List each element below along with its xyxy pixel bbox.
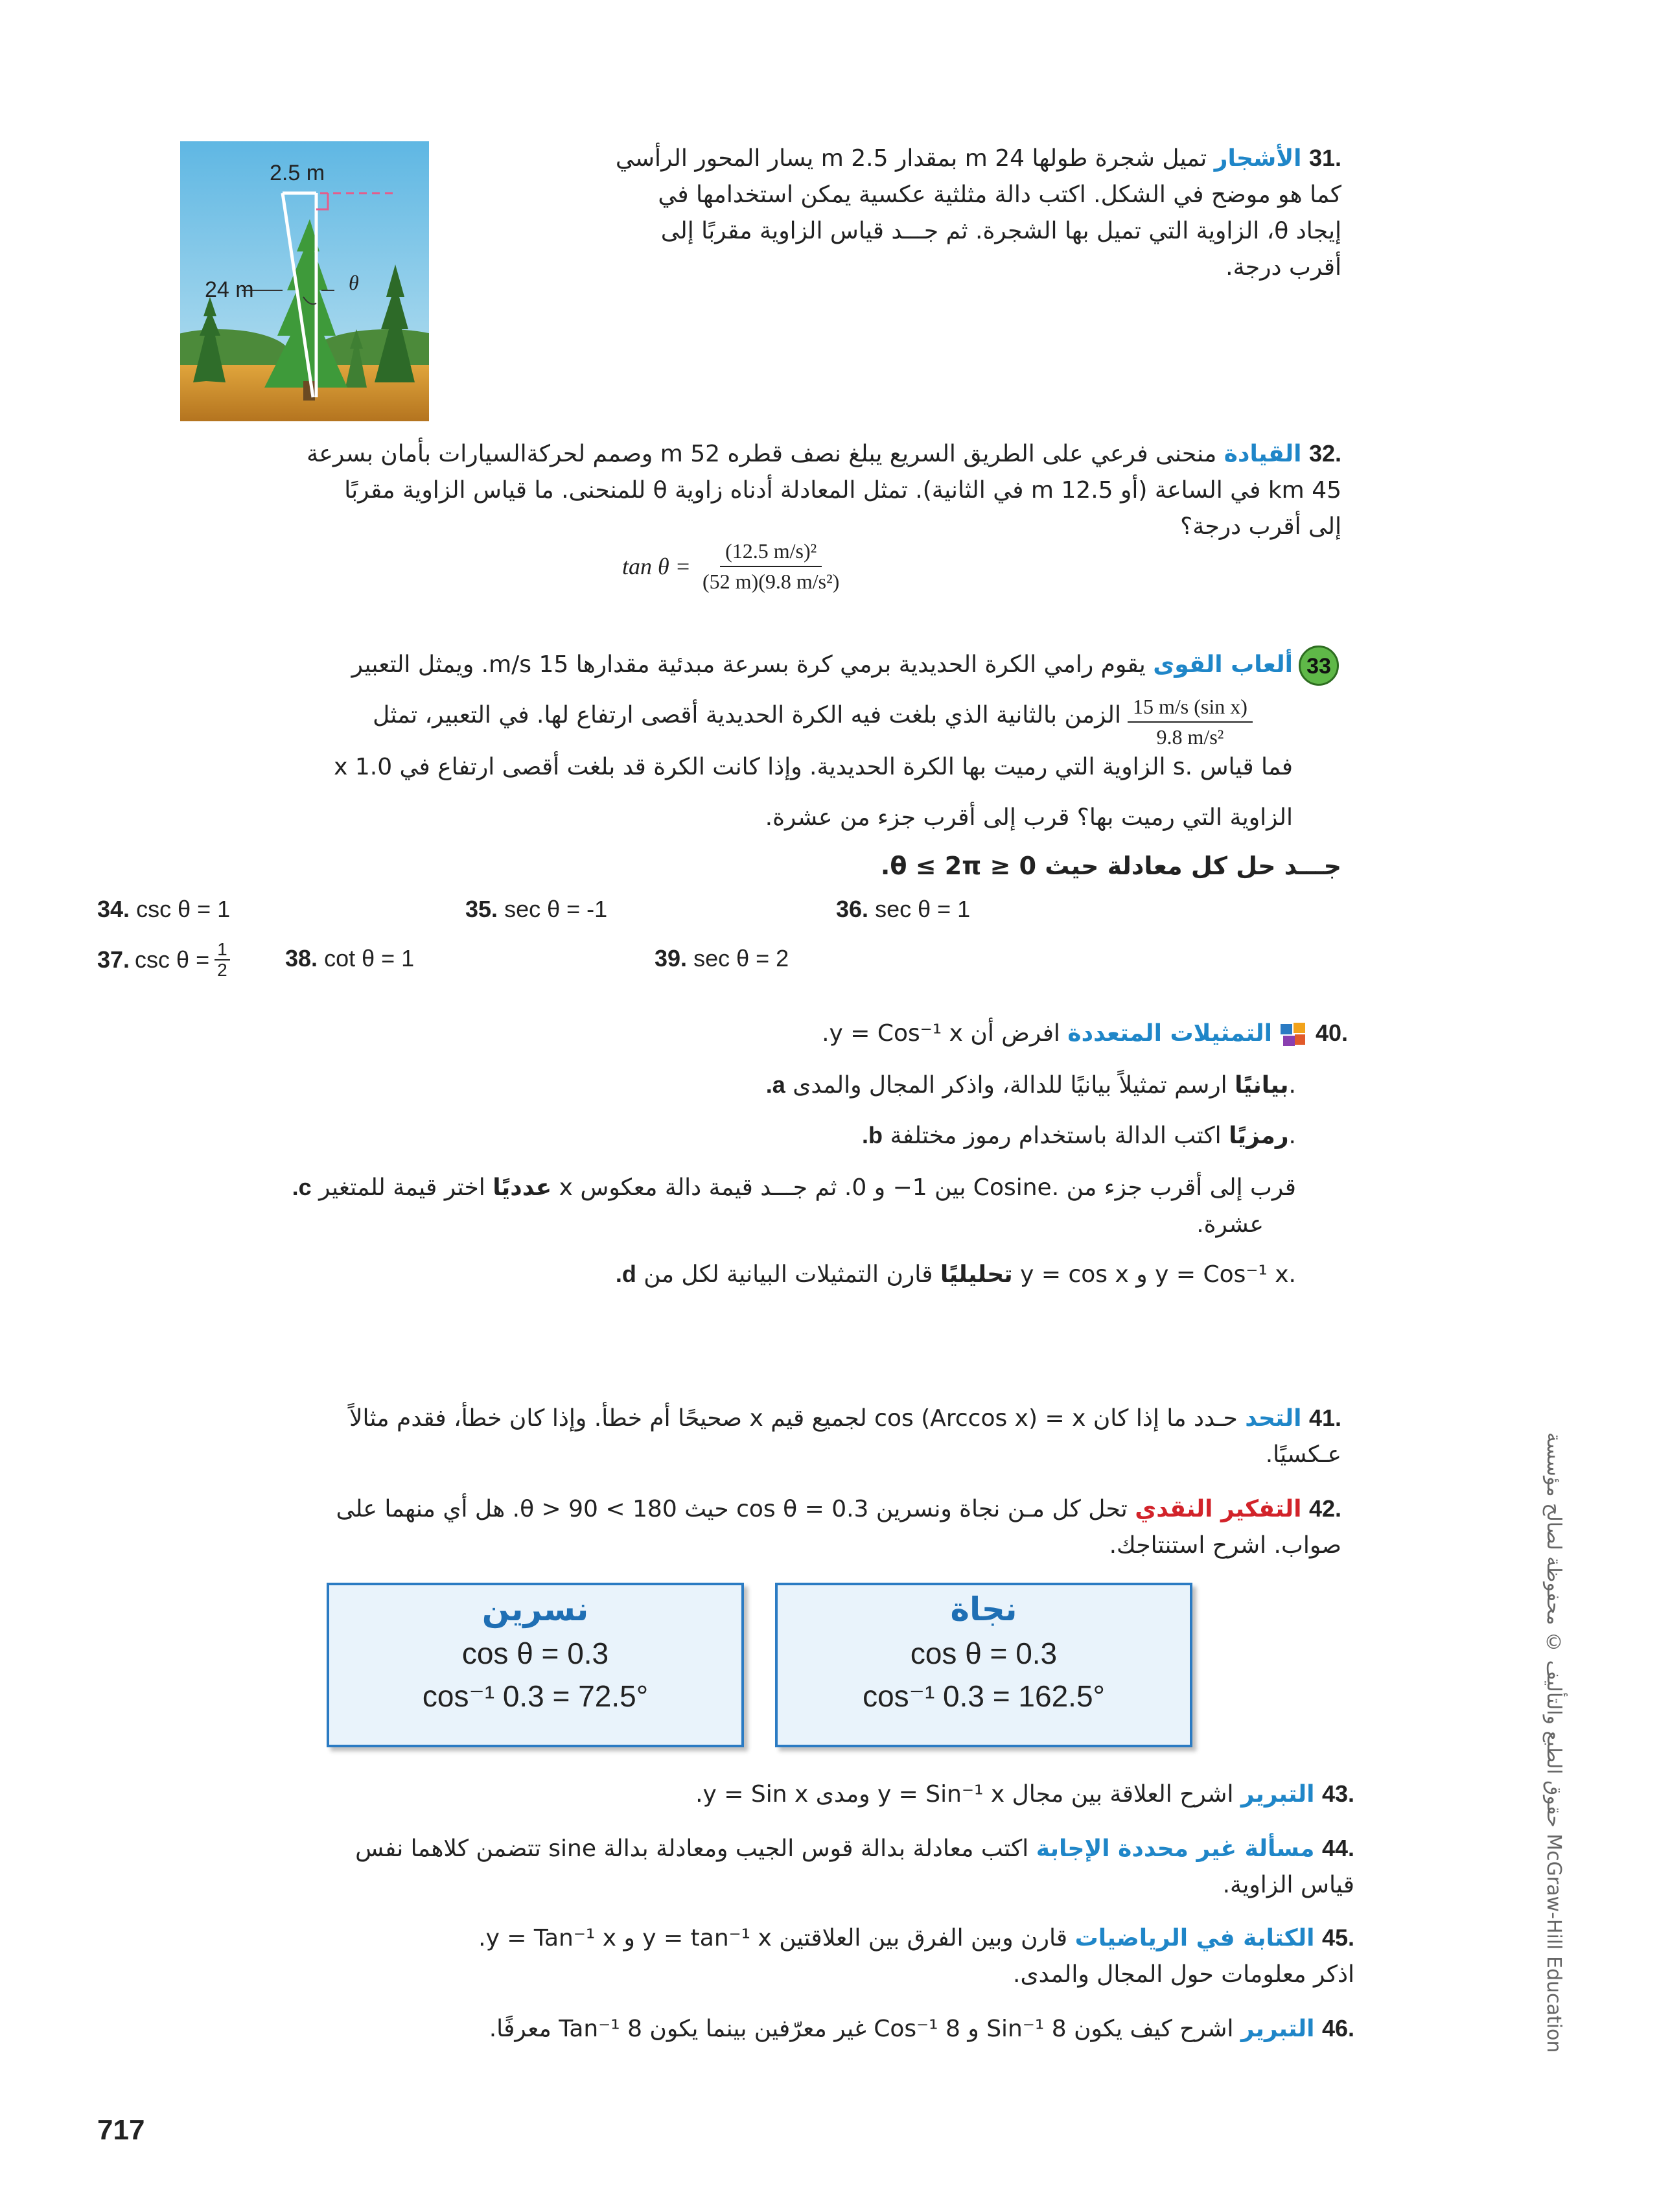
ex36-equation: sec θ = 1 <box>875 896 971 922</box>
ex34-number: 34. <box>97 896 130 922</box>
q32-label: القيادة <box>1224 441 1302 467</box>
q32-eq-lhs: tan θ = <box>622 553 691 579</box>
q31-label: الأشجار <box>1214 145 1302 172</box>
question-44 <box>285 1830 1354 1903</box>
question-32 <box>220 436 1341 545</box>
najat-box <box>775 1583 1192 1747</box>
ex37-number: 37. <box>97 946 130 973</box>
q40-part-c-cont: عشرة. <box>1196 1211 1264 1238</box>
ex37-frac-num: 1 <box>215 940 230 960</box>
nesreen-name: نسرين <box>481 1590 589 1628</box>
ex37-frac-den: 2 <box>217 960 227 980</box>
q45-text1: قارن وبين الفرق بين العلاقتين y = tan⁻¹ x و y = Tan⁻¹ x. <box>478 1925 1068 1951</box>
q33-badge: 33 <box>1299 646 1339 686</box>
q41-line1 <box>259 1400 1341 1437</box>
q31-line4: أقرب درجة. <box>1225 254 1341 281</box>
ex36-number: 36. <box>836 896 869 922</box>
multiple-representations-icon <box>1279 1021 1308 1047</box>
q40a-letter: .a <box>765 1071 785 1098</box>
q33-fraction <box>1128 695 1253 749</box>
q33-frac-numerator: 15 m/s (sin x) <box>1128 695 1253 723</box>
najat-name: نجاة <box>950 1590 1017 1628</box>
question-43 <box>454 1776 1354 1813</box>
q32-eq-numerator: (12.5 m/s)² <box>720 539 822 567</box>
q44-number: .44 <box>1321 1835 1354 1861</box>
exercise-38 <box>285 945 414 972</box>
question-40 <box>454 1015 1348 1052</box>
q40-part-d <box>454 1256 1296 1293</box>
q40-intro: افرض أن y = Cos⁻¹ x. <box>822 1020 1060 1047</box>
copyright-side-text: حقوق الطبع والتأليف © محفوظة لصالح مؤسسة McGraw-Hill Education <box>1542 1432 1565 2053</box>
q40-number: .40 <box>1315 1019 1348 1046</box>
q42-line1 <box>285 1491 1341 1528</box>
q40b-label: رمزيًا <box>1229 1123 1289 1149</box>
q42-text1: تحل كل مـن نجاة ونسرين cos θ = 0.3 حيث 180 > θ > 90. هل أي منهما على <box>336 1496 1128 1522</box>
exercise-36 <box>836 896 970 923</box>
q33-line3: x الزاوية التي رميت بها الكرة الحديدية. وإذا كانت الكرة قد بلغت أقصى ارتفاع في 1.0 s. فما قياس <box>334 754 1293 780</box>
q46-label: التبرير <box>1240 2016 1315 2042</box>
q42-line2: صواب. اشرح استنتاجك. <box>1109 1532 1341 1559</box>
page-number: 717 <box>97 2114 145 2146</box>
nesreen-box <box>327 1583 744 1747</box>
q32-equation <box>622 539 844 594</box>
q32-number: .32 <box>1308 440 1341 467</box>
q31-line2: كما هو موضح في الشكل. اكتب دالة مثلثية عكسية يمكن استخدامها في <box>658 181 1341 208</box>
q44-line2: قياس الزاوية. <box>1222 1872 1354 1898</box>
solve-heading: جـــد حل كل معادلة حيث 0 ≤ θ ≤ 2π. <box>880 852 1341 880</box>
q32-eq-denominator: (52 m)(9.8 m/s²) <box>702 570 840 593</box>
q41-number: .41 <box>1308 1404 1341 1431</box>
q40-part-c <box>220 1169 1296 1206</box>
q45-label: الكتابة في الرياضيات <box>1074 1925 1315 1951</box>
q33-line4: الزاوية التي رميت بها؟ قرب إلى أقرب جزء من عشرة. <box>765 804 1293 831</box>
q46-text: اشرح كيف يكون Sin⁻¹ 8 و Cos⁻¹ 8 غير معرّفين بينما يكون Tan⁻¹ 8 معرفًا. <box>489 2016 1234 2042</box>
ex35-equation: sec θ = -1 <box>504 896 608 922</box>
ex37-fraction <box>215 940 230 980</box>
ex39-equation: sec θ = 2 <box>693 945 789 972</box>
q33-label: ألعاب القوى <box>1153 651 1293 678</box>
q31-text1: تميل شجرة طولها 24 m بمقدار 2.5 m يسار المحور الرأسي <box>615 145 1207 172</box>
q44-line1 <box>285 1830 1354 1867</box>
q33-frac-denominator: 9.8 m/s² <box>1156 725 1224 749</box>
tree-figure <box>180 141 429 421</box>
q41-line2: عـكسيًا. <box>1265 1441 1341 1468</box>
ex35-number: 35. <box>465 896 498 922</box>
q45-line2: اذكر معلومات حول المجال والمدى. <box>1013 1961 1354 1988</box>
ex38-equation: cot θ = 1 <box>324 945 415 972</box>
question-41 <box>259 1400 1341 1473</box>
q31-line3: إيجاد θ، الزاوية التي تميل بها الشجرة. ثم جـــد قياس الزاوية مقربًا إلى <box>660 218 1341 244</box>
q40b-text: اكتب الدالة باستخدام رموز مختلفة. <box>890 1123 1296 1149</box>
q40a-label: بيانيًا <box>1235 1072 1289 1099</box>
q40d-text: قارن التمثيلات البيانية لكل من y = cos x و y = Cos⁻¹ x. <box>644 1261 1296 1288</box>
q43-number: .43 <box>1321 1780 1354 1807</box>
q40-label: التمثيلات المتعددة <box>1067 1020 1273 1047</box>
exercise-34 <box>97 896 230 923</box>
q31-number: .31 <box>1308 145 1341 171</box>
q40b-letter: .b <box>862 1122 883 1148</box>
q40-part-b <box>454 1117 1296 1154</box>
q40d-letter: .d <box>615 1261 636 1287</box>
q33-line1 <box>259 647 1293 683</box>
ex39-number: 39. <box>655 945 688 972</box>
q40c-text: اختر قيمة للمتغير x بين 1− و 0. ثم جـــد قيمة دالة معكوس Cosine. قرب إلى أقرب جزء من <box>319 1174 1296 1201</box>
najat-line1: cos θ = 0.3 <box>910 1636 1058 1670</box>
question-46 <box>389 2010 1354 2047</box>
tree-top-label: 2.5 m <box>270 161 325 185</box>
q42-label: التفكير النقدي <box>1135 1496 1302 1522</box>
tree-side-label: 24 m <box>205 277 254 302</box>
q43-label: التبرير <box>1240 1781 1315 1808</box>
exercise-37 <box>97 940 230 980</box>
nesreen-line2: cos⁻¹ 0.3 = 72.5° <box>422 1679 649 1713</box>
q40c-label: عدديًا <box>493 1174 552 1201</box>
q33-line2: الزمن بالثانية الذي بلغت فيه الكرة الحديدية أقصى ارتفاع لها. في التعبير، تمثل <box>373 702 1121 728</box>
q32-line2: 45 km في الساعة (أو 12.5 m في الثانية). تمثل المعادلة أدناه زاوية θ للمنحنى. ما قياس الزاوية مقربًا <box>344 477 1341 504</box>
q41-text1: حـدد ما إذا كان cos (Arccos x) = x لجميع قيم x صحيحًا أم خطأ. وإذا كان خطأ، فقدم مثالاً <box>349 1405 1238 1432</box>
q44-text1: اكتب معادلة بدالة قوس الجيب ومعادلة بدالة sine تتضمن كلاهما نفس <box>355 1835 1029 1862</box>
najat-line2: cos⁻¹ 0.3 = 162.5° <box>863 1679 1105 1713</box>
q32-fraction <box>697 539 844 594</box>
ex37-equation: csc θ = <box>135 946 210 973</box>
question-45 <box>454 1920 1354 1993</box>
q41-label: التحد <box>1245 1405 1302 1432</box>
ex38-number: 38. <box>285 945 318 972</box>
q46-number: .46 <box>1321 2015 1354 2042</box>
exercise-39 <box>655 945 789 972</box>
q45-number: .45 <box>1321 1924 1354 1951</box>
q43-text: اشرح العلاقة بين مجال y = Sin⁻¹ x ومدى y = Sin x. <box>695 1781 1234 1808</box>
q44-label: مسألة غير محددة الإجابة <box>1036 1835 1315 1862</box>
q45-line1 <box>454 1920 1354 1957</box>
q32-text1: منحنى فرعي على الطريق السريع يبلغ نصف قطره 52 m وصمم لحركةالسيارات بأمان بسرعة <box>307 441 1217 467</box>
question-42 <box>285 1491 1341 1564</box>
q40c-letter: .c <box>292 1174 312 1200</box>
q40-part-a <box>454 1067 1296 1104</box>
q33-text1: يقوم رامي الكرة الحديدية برمي كرة بسرعة مبدئية مقدارها 15 m/s. ويمثل التعبير <box>351 651 1146 678</box>
tree-angle-label: θ <box>349 271 359 294</box>
q32-line1 <box>220 436 1341 472</box>
q32-line3: إلى أقرب درجة؟ <box>1180 513 1341 540</box>
ex34-equation: csc θ = 1 <box>136 896 231 922</box>
nesreen-line1: cos θ = 0.3 <box>461 1636 609 1670</box>
q31-line1 <box>564 140 1341 177</box>
question-31 <box>564 140 1341 286</box>
q42-number: .42 <box>1308 1495 1341 1522</box>
q40a-text: ارسم تمثيلاً بيانيًا للدالة، واذكر المجال والمدى. <box>793 1072 1296 1099</box>
q40d-label: تحليليًا <box>940 1261 1013 1288</box>
exercise-35 <box>465 896 607 923</box>
